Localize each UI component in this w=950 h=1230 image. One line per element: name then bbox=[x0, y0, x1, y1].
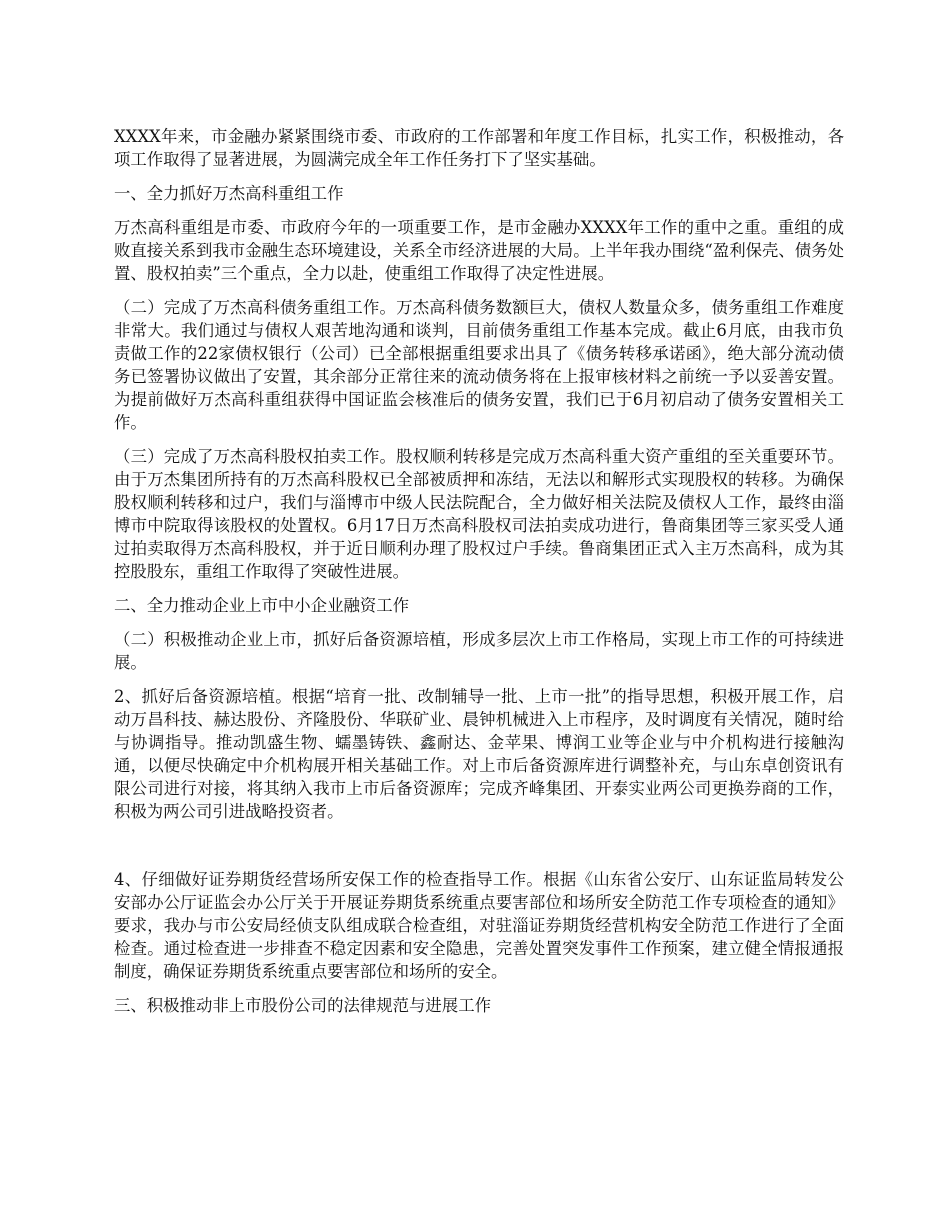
blank-spacer bbox=[114, 834, 844, 868]
debt-restructuring-paragraph: （二）完成了万杰高科债务重组工作。万杰高科债务数额巨大，债权人数量众多，债务重组工作难度非常大。我们通过与债权人艰苦地沟通和谈判，目前债务重组工作基本完成。截止6月底，由我市负责做工作的22家债权银行（公司）已全部根据重组要求出具了《债务转移承诺函》，绝大部分流动债务已签署协议做出了安置，其余部分正常往来的流动债务将在上报审核材料之前统一予以妥善安置。为提前做好万杰高科重组获得中国证监会核准后的债务安置，我们已于6月初启动了债务安置相关工作。 bbox=[114, 298, 844, 432]
section-heading-1: 一、全力抓好万杰高科重组工作 bbox=[114, 184, 344, 203]
document-body bbox=[114, 125, 844, 1028]
section-heading-3: 三、积极推动非上市股份公司的法律规范与进展工作 bbox=[114, 996, 491, 1015]
equity-auction-paragraph: （三）完成了万杰高科股权拍卖工作。股权顺利转移是完成万杰高科重大资产重组的至关重要环节。由于万杰集团所持有的万杰高科股权已全部被质押和冻结，无法以和解形式实现股权的转移。为确保股权顺利转移和过户，我们与淄博市中级人民法院配合，全力做好相关法院及债权人工作，最终由淄博市中院取得该股权的处置权。6月17日万杰高科股权司法拍卖成功进行，鲁商集团等三家买受人通过拍卖取得万杰高科股权，并于近日顺利办理了股权过户手续。鲁商集团正式入主万杰高科，成为其控股股东，重组工作取得了突破性进展。 bbox=[114, 447, 844, 581]
listing-promotion-paragraph: （二）积极推动企业上市，抓好后备资源培植，形成多层次上市工作格局，实现上市工作的可持续进展。 bbox=[114, 630, 844, 672]
intro-paragraph: XXXX年来，市金融办紧紧围绕市委、市政府的工作部署和年度工作目标，扎实工作，积极推动，各项工作取得了显著进展，为圆满完成全年工作任务打下了坚实基础。 bbox=[114, 127, 844, 169]
reserve-resources-paragraph: 2、抓好后备资源培植。根据“培育一批、改制辅导一批、上市一批”的指导思想，积极开展工作，启动万昌科技、赫达股份、齐隆股份、华联矿业、晨钟机械进入上市程序，及时调度有关情况，随时给与协调指导。推动凯盛生物、蠕墨铸铁、鑫耐达、金苹果、博润工业等企业与中介机构进行接触沟通，以便尽快确定中介机构展开相关基础工作。对上市后备资源库进行调整补充，与山东卓创资讯有限公司进行对接，将其纳入我市上市后备资源库；完成齐峰集团、开泰实业两公司更换券商的工作，积极为两公司引进战略投资者。 bbox=[114, 687, 844, 821]
section-1-paragraph: 万杰高科重组是市委、市政府今年的一项重要工作，是市金融办XXXX年工作的重中之重。重组的成败直接关系到我市金融生态环境建设，关系全市经济进展的大局。上半年我办围绕“盈利保壳、债务处置、股权拍卖”三个重点，全力以赴，使重组工作取得了决定性进展。 bbox=[114, 218, 844, 283]
section-heading-2: 二、全力推动企业上市中小企业融资工作 bbox=[114, 596, 410, 615]
security-inspection-paragraph: 4、仔细做好证券期货经营场所安保工作的检查指导工作。根据《山东省公安厅、山东证监局转发公安部办公厅证监会办公厅关于开展证券期货系统重点要害部位和场所安全防范工作专项检查的通知》要求，我办与市公安局经侦支队组成联合检查组，对驻淄证券期货经营机构安全防范工作进行了全面检查。通过检查进一步排查不稳定因素和安全隐患，完善处置突发事件工作预案，建立健全情报通报制度，确保证券期货系统重点要害部位和场所的安全。 bbox=[114, 870, 844, 981]
